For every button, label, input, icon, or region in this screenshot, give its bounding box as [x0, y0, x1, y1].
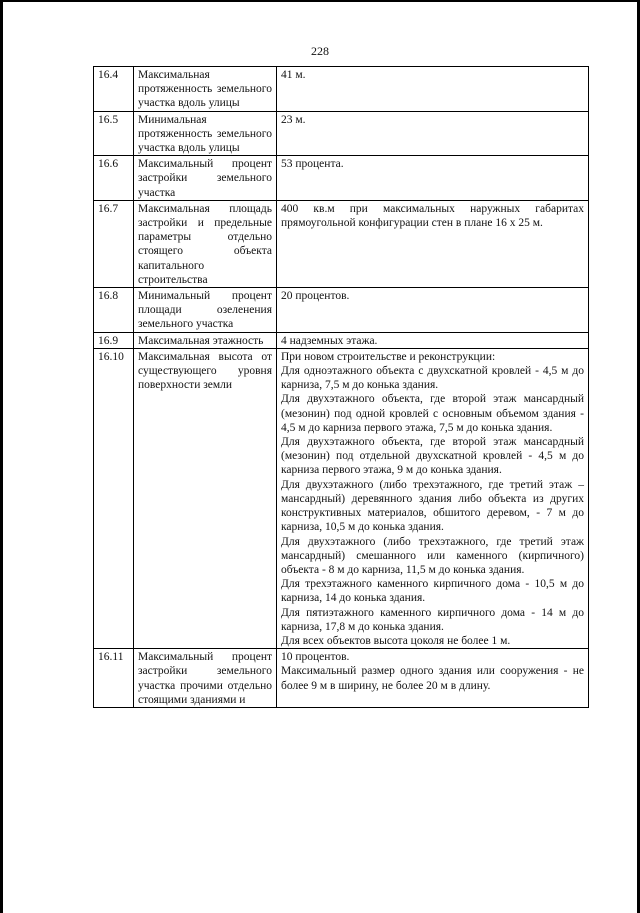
value-paragraph: 53 процента.: [281, 158, 344, 171]
row-number: 16.5: [94, 111, 134, 156]
value-paragraph: 10 процентов.: [281, 651, 350, 664]
value-paragraph: Максимальный размер одного здания или сооружения - не более 9 м в ширину, не более 20 м в длину.: [281, 665, 584, 692]
value-paragraph: Для одноэтажного объекта с двухскатной кровлей - 4,5 м до карниза, 7,5 м до конька здания.: [281, 365, 584, 392]
scan-edge-top: [0, 0, 640, 2]
table-row: [94, 348, 589, 648]
value-paragraph: Для всех объектов высота цоколя не более 1 м.: [281, 634, 511, 647]
parameter-value: [277, 156, 589, 201]
value-paragraph: Для двухэтажного объекта, где второй этаж мансардный (мезонин) под отдельной двухскатной кровлей - 4,5 м до карниза первого этажа, 9 м до конька здания.: [281, 436, 584, 477]
value-paragraph: Для двухэтажного объекта, где второй этаж мансардный (мезонин) под одной кровлей с основным объемом здания - 4,5 м до карниза первого этажа, 7,5 м до конька здания.: [281, 393, 584, 434]
parameter-name: Максимальный процент застройки земельного участка: [134, 156, 277, 201]
parameter-value: [277, 348, 589, 648]
value-paragraph: 4 надземных этажа.: [281, 334, 378, 347]
row-number: 16.7: [94, 200, 134, 287]
value-paragraph: При новом строительстве и реконструкции:: [281, 350, 496, 363]
row-number: 16.8: [94, 288, 134, 333]
scan-edge-left: [0, 0, 3, 913]
table-row: [94, 649, 589, 708]
row-number: 16.6: [94, 156, 134, 201]
value-paragraph: Для трехэтажного каменного кирпичного дома - 10,5 м до карниза, 14 до конька здания.: [281, 578, 584, 605]
row-number: 16.10: [94, 348, 134, 648]
parameter-name: Максимальная протяженность земельного участка вдоль улицы: [134, 67, 277, 112]
value-paragraph: Для пятиэтажного каменного кирпичного дома - 14 м до карниза, 17,8 м до конька здания.: [281, 606, 584, 633]
table-row: [94, 67, 589, 112]
parameter-name: Максимальная высота от существующего уровня поверхности земли: [134, 348, 277, 648]
value-paragraph: 41 м.: [281, 69, 306, 81]
row-number: 16.4: [94, 67, 134, 112]
parameter-value: [277, 200, 589, 287]
value-paragraph: Для двухэтажного (либо трехэтажного, где третий этаж – мансардный) деревянного здания либо объекта из других конструктивных материалов, обшитого деревом, - 7 м до карниза, 10,5 м до конька здания.: [281, 478, 584, 534]
table-row: [94, 111, 589, 156]
parameter-name: Максимальная площадь застройки и предельные параметры отдельно стоящего объекта капитального строительства: [134, 200, 277, 287]
parameter-value: [277, 288, 589, 333]
parameter-value: [277, 332, 589, 348]
table-row: [94, 200, 589, 287]
page-number: 228: [311, 44, 329, 58]
parameter-value: [277, 111, 589, 156]
row-number: 16.11: [94, 649, 134, 708]
value-paragraph: Для двухэтажного (либо трехэтажного, где третий этаж мансардный) смешанного или каменного (кирпичного) объекта - 8 м до карниза, 11,5 м до конька здания.: [281, 535, 584, 576]
parameter-value: [277, 649, 589, 708]
parameters-table: [93, 66, 589, 708]
table-row: [94, 332, 589, 348]
table-row: [94, 288, 589, 333]
value-paragraph: 20 процентов.: [281, 290, 350, 303]
parameter-value: [277, 67, 589, 112]
parameter-name: Минимальная протяженность земельного участка вдоль улицы: [134, 111, 277, 156]
parameter-name: Максимальный процент застройки земельного участка прочими отдельно стоящими зданиями и: [134, 649, 277, 708]
value-paragraph: 400 кв.м при максимальных наружных габаритах прямоугольной конфигурации стен в плане 16 х 25 м.: [281, 202, 584, 230]
table-row: [94, 156, 589, 201]
parameter-name: Минимальный процент площади озеленения земельного участка: [134, 288, 277, 333]
row-number: 16.9: [94, 332, 134, 348]
parameter-name: Максимальная этажность: [134, 332, 277, 348]
value-paragraph: 23 м.: [281, 113, 306, 126]
